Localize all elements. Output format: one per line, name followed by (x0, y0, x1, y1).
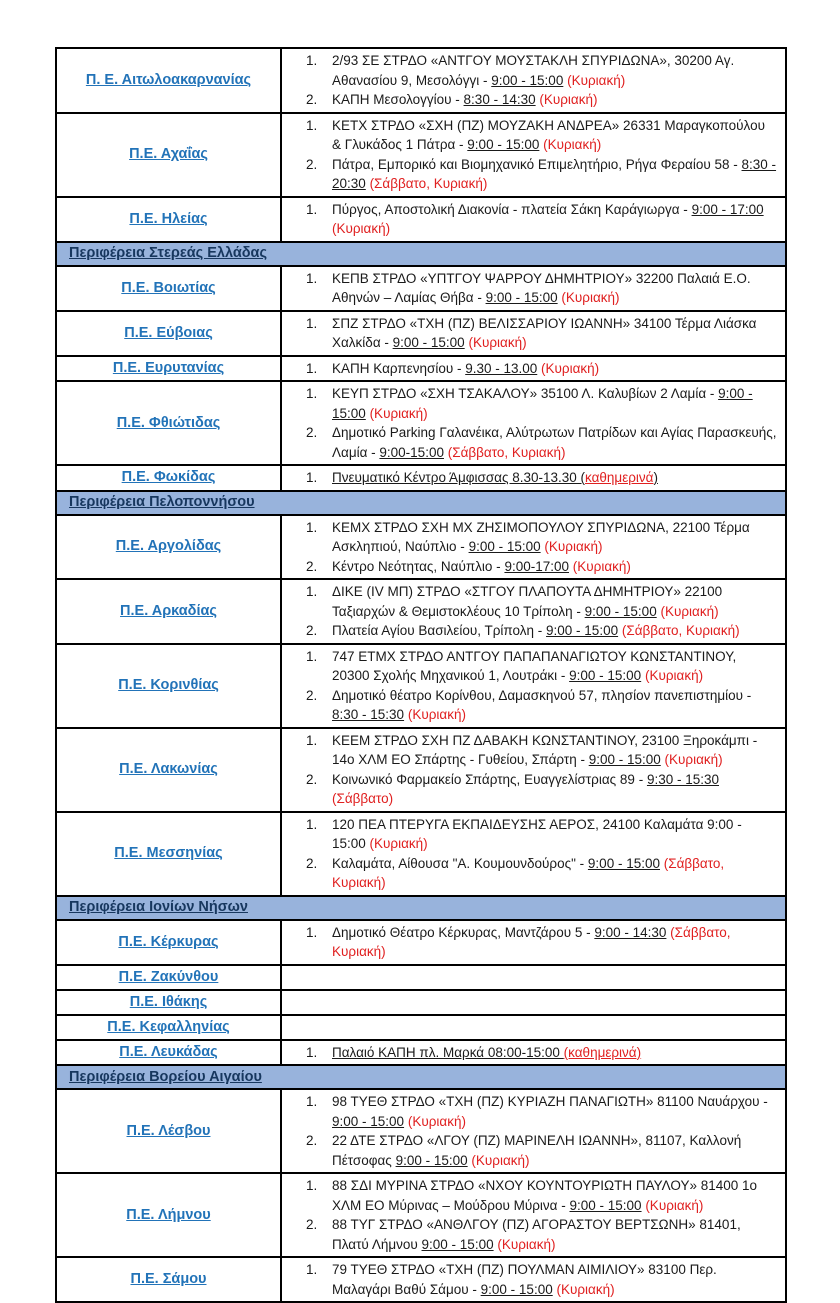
locations-cell (281, 1089, 786, 1173)
item-number: 1. (306, 1094, 318, 1109)
region-unit-cell (56, 812, 281, 896)
region-unit-cell (56, 990, 281, 1015)
table-row (56, 113, 786, 197)
table-row (56, 266, 786, 311)
region-unit-cell (56, 465, 281, 491)
table-row (56, 920, 786, 965)
region-unit-link[interactable]: Π.Ε. Αχαΐας (129, 146, 208, 162)
region-unit-link[interactable]: Π.Ε. Φθιώτιδας (116, 414, 221, 431)
region-unit-link[interactable]: Π.Ε. Κεφαλληνίας (107, 1018, 230, 1035)
table-row (56, 48, 786, 113)
section-row (56, 242, 786, 266)
table-row (56, 197, 786, 242)
locations-cell (281, 920, 786, 965)
list-item (286, 518, 777, 557)
locations-cell (281, 965, 786, 990)
region-unit-cell (56, 1257, 281, 1302)
list-item (286, 621, 777, 641)
region-unit-link[interactable]: Π.Ε. Αργολίδας (115, 538, 222, 555)
item-number: 2. (306, 771, 318, 787)
region-unit-link[interactable]: Π.Ε. Σάμου (130, 1271, 207, 1287)
list-item (286, 647, 777, 686)
item-text: Κέντρο Νεότητας, Ναύπλιο - 9:00-17:00 (Κυριακή) (332, 558, 631, 574)
list-item (286, 155, 777, 194)
region-unit-cell (56, 579, 281, 644)
region-unit-link[interactable]: Π.Ε. Ευρυτανίας (112, 359, 225, 376)
region-unit-cell (56, 644, 281, 728)
locations-cell (281, 644, 786, 728)
list-item (286, 1131, 777, 1170)
item-number: 2. (306, 687, 318, 703)
region-unit-link[interactable]: Π.Ε. Λευκάδας (119, 1043, 218, 1060)
table-row (56, 990, 786, 1015)
locations-cell (281, 1173, 786, 1257)
item-text: ΚΕΤΧ ΣΤΡΔΟ «ΣΧΗ (ΠΖ) ΜΟΥΖΑΚΗ ΑΝΔΡΕΑ» 26331 Μαραγκοπούλου & Γλυκάδος 1 Πάτρα - 9:00 - 15:00 (Κυριακή) (332, 117, 765, 152)
region-unit-cell (56, 1089, 281, 1173)
item-number: 1. (306, 1262, 318, 1277)
item-text: ΣΠΖ ΣΤΡΔΟ «ΤΧΗ (ΠΖ) ΒΕΛΙΣΣΑΡΙΟΥ ΙΩΑΝΝΗ» 34100 Τέρμα Λιάσκα Χαλκίδα - 9:00 - 15:00 (Κυριακή) (332, 315, 757, 350)
item-number: 1. (306, 1178, 318, 1193)
locations-cell (281, 990, 786, 1015)
item-text: 88 ΣΔΙ ΜΥΡΙΝΑ ΣΤΡΔΟ «ΝΧΟΥ ΚΟΥΝΤΟΥΡΙΩΤΗ ΠΑΥΛΟΥ» 81400 1ο ΧΛΜ ΕΟ Μύρινας – Μούδρου Μύρινα - 9:00 - 15:00 (Κυριακή) (332, 1178, 758, 1213)
item-text: 98 ΤΥΕΘ ΣΤΡΔΟ «ΤΧΗ (ΠΖ) ΚΥΡΙΑΖΗ ΠΑΝΑΓΙΩΤΗ» 81100 Ναυάρχου - 9:00 - 15:00 (Κυριακή) (332, 1094, 768, 1129)
item-number: 2. (306, 623, 318, 638)
region-unit-link[interactable]: Π.Ε. Κορινθίας (118, 677, 219, 693)
item-text: Πύργος, Αποστολική Διακονία - πλατεία Σάκη Καράγιωργα - 9:00 - 17:00 (Κυριακή) (332, 201, 764, 236)
item-text: Δημοτικό Θέατρο Κέρκυρας, Μαντζάρου 5 - 9:00 - 14:30 (Σάββατο, Κυριακή) (332, 924, 731, 959)
item-text: ΚΕΠΒ ΣΤΡΔΟ «ΥΠΤΓΟΥ ΨΑΡΡΟΥ ΔΗΜΗΤΡΙΟΥ» 32200 Παλαιά Ε.Ο. Αθηνών – Λαμίας Θήβα - 9:00 - 15:00 (Κυριακή) (332, 270, 751, 305)
list-item (286, 557, 777, 577)
table-row (56, 579, 786, 644)
table-row (56, 1015, 786, 1040)
table-row (56, 465, 786, 491)
region-unit-cell (56, 1173, 281, 1257)
schedule-table (55, 47, 787, 1303)
item-text: 79 ΤΥΕΘ ΣΤΡΔΟ «ΤΧΗ (ΠΖ) ΠΟΥΛΜΑΝ ΑΙΜΙΛΙΟΥ» 83100 Περ. Μαλαγάρι Βαθύ Σάμου - 9:00 - 15:00 (Κυριακή) (332, 1262, 717, 1297)
list-item (286, 384, 777, 423)
table-row (56, 356, 786, 382)
list-item (286, 314, 777, 353)
item-number: 1. (306, 924, 318, 940)
table-row (56, 965, 786, 990)
region-unit-link[interactable]: Π.Ε. Φωκίδας (121, 469, 216, 486)
item-text: ΚΕΜΧ ΣΤΡΔΟ ΣΧΗ ΜΧ ΖΗΣΙΜΟΠΟΥΛΟΥ ΣΠΥΡΙΔΩΝΑ, 22100 Τέρμα Ασκληπιού, Ναύπλιο - 9:00 - 15:00 (Κυριακή) (332, 519, 750, 554)
list-item (286, 731, 777, 770)
item-number: 1. (306, 117, 318, 133)
region-unit-cell (56, 311, 281, 356)
item-number: 1. (306, 470, 318, 485)
item-text: Πάτρα, Εμπορικό και Βιομηχανικό Επιμελητήριο, Ρήγα Φεραίου 58 - 8:30 - 20:30 (Σάββατο, Κυριακή) (332, 156, 777, 191)
region-unit-cell (56, 1015, 281, 1040)
list-item (286, 923, 777, 962)
region-unit-link[interactable]: Π.Ε. Αρκαδίας (120, 602, 217, 619)
region-unit-link[interactable]: Π.Ε. Ιθάκης (129, 993, 208, 1010)
region-unit-link[interactable]: Π.Ε. Μεσσηνίας (114, 845, 223, 861)
region-unit-cell (56, 266, 281, 311)
region-unit-cell (56, 515, 281, 580)
list-item (286, 423, 777, 462)
region-unit-cell (56, 48, 281, 113)
list-item (286, 1260, 777, 1299)
locations-cell (281, 311, 786, 356)
region-unit-cell (56, 381, 281, 465)
region-unit-link[interactable]: Π.Ε. Βοιωτίας (121, 279, 216, 296)
schedule-table-body (56, 48, 786, 1302)
item-number: 2. (306, 855, 318, 871)
section-label: Περιφέρεια Ιονίων Νήσων (69, 899, 248, 915)
section-row (56, 491, 786, 515)
region-unit-link[interactable]: Π.Ε. Λήμνου (126, 1206, 211, 1223)
region-unit-cell (56, 920, 281, 965)
region-unit-link[interactable]: Π.Ε. Λακωνίας (119, 761, 218, 777)
list-item (286, 1215, 777, 1254)
list-item (286, 1176, 777, 1215)
locations-cell (281, 356, 786, 382)
region-unit-cell (56, 356, 281, 382)
region-unit-cell (56, 113, 281, 197)
item-text: ΚΕΥΠ ΣΤΡΔΟ «ΣΧΗ ΤΣΑΚΑΛΟΥ» 35100 Λ. Καλυβίων 2 Λαμία - 9:00 - 15:00 (Κυριακή) (332, 386, 753, 421)
item-number: 2. (306, 156, 318, 172)
item-number: 1. (306, 584, 318, 599)
section-label: Περιφέρεια Βορείου Αιγαίου (69, 1068, 262, 1085)
list-item (286, 770, 777, 809)
table-row (56, 1173, 786, 1257)
region-unit-cell (56, 1040, 281, 1066)
item-number: 1. (306, 53, 318, 68)
item-number: 1. (306, 270, 318, 286)
region-unit-link[interactable]: Π. Ε. Αιτωλοακαρνανίας (85, 71, 252, 88)
list-item (286, 815, 777, 854)
locations-cell (281, 579, 786, 644)
region-unit-cell (56, 728, 281, 812)
item-number: 1. (306, 201, 318, 217)
table-row (56, 311, 786, 356)
list-item (286, 51, 777, 90)
region-unit-cell (56, 197, 281, 242)
item-number: 2. (306, 558, 318, 574)
table-row (56, 1257, 786, 1302)
item-number: 2. (306, 1217, 318, 1232)
list-item (286, 582, 777, 621)
locations-cell (281, 1257, 786, 1302)
item-number: 1. (306, 816, 318, 832)
locations-cell (281, 812, 786, 896)
item-text: 747 ΕΤΜΧ ΣΤΡΔΟ ΑΝΤΓΟΥ ΠΑΠΑΠΑΝΑΓΙΩΤΟΥ ΚΩΝΣΤΑΝΤΙΝΟΥ, 20300 Σχολής Μηχανικού 1, Λουτράκι - 9:00 - 15:00 (Κυριακή) (332, 648, 737, 683)
list-item (286, 269, 777, 308)
item-text: 120 ΠΕΑ ΠΤΕΡΥΓΑ ΕΚΠΑΙΔΕΥΣΗΣ ΑΕΡΟΣ, 24100 Καλαμάτα 9:00 - 15:00 (Κυριακή) (332, 816, 742, 851)
list-item (286, 468, 777, 488)
item-number: 1. (306, 386, 318, 401)
item-text: ΚΕΕΜ ΣΤΡΔΟ ΣΧΗ ΠΖ ΔΑΒΑΚΗ ΚΩΝΣΤΑΝΤΙΝΟΥ, 23100 Ξηροκάμπι - 14ο ΧΛΜ ΕΟ Σπάρτης - Γυθείου, Σπάρτη - 9:00 - 15:00 (Κυριακή) (332, 732, 758, 767)
item-number: 1. (306, 1044, 318, 1060)
region-unit-link[interactable]: Π.Ε. Κέρκυρας (118, 933, 219, 950)
locations-cell (281, 515, 786, 580)
item-text: Πλατεία Αγίου Βασιλείου, Τρίπολη - 9:00 - 15:00 (Σάββατο, Κυριακή) (332, 623, 740, 638)
list-item (286, 359, 777, 379)
item-text: Κοινωνικό Φαρμακείο Σπάρτης, Ευαγγελίστριας 89 - 9:30 - 15:30 (Σάββατο) (332, 771, 719, 806)
region-unit-cell (56, 965, 281, 990)
locations-cell (281, 728, 786, 812)
item-number: 1. (306, 519, 318, 535)
item-text: Δημοτικό Parking Γαλανέικα, Αλύτρωτων Πατρίδων και Αγίας Παρασκευής, Λαμία - 9:00-15:00 (Σάββατο, Κυριακή) (332, 425, 777, 460)
item-number: 1. (306, 648, 318, 664)
item-text: Δημοτικό θέατρο Κορίνθου, Δαμασκηνού 57, πλησίον πανεπιστημίου - 8:30 - 15:30 (Κυριακή) (332, 687, 752, 722)
locations-cell (281, 266, 786, 311)
region-unit-link[interactable]: Π.Ε. Ζακύνθου (118, 968, 219, 985)
locations-cell (281, 465, 786, 491)
region-unit-link[interactable]: Π.Ε. Λέσβου (126, 1122, 211, 1139)
item-text: ΔΙΚΕ (IV ΜΠ) ΣΤΡΔΟ «ΣΤΓΟΥ ΠΛΑΠΟΥΤΑ ΔΗΜΗΤΡΙΟΥ» 22100 Ταξιαρχών & Θεμιστοκλέους 10 Τρίπολη - 9:00 - 15:00 (Κυριακή) (332, 584, 723, 619)
list-item (286, 1043, 777, 1063)
region-unit-link[interactable]: Π.Ε. Εύβοιας (124, 324, 213, 341)
item-text: Πνευματικό Κέντρο Άμφισσας 8.30-13.30 (καθημερινά) (332, 470, 658, 485)
list-item (286, 686, 777, 725)
table-row (56, 644, 786, 728)
item-number: 2. (306, 425, 318, 440)
table-row (56, 812, 786, 896)
list-item (286, 116, 777, 155)
locations-cell (281, 197, 786, 242)
item-number: 1. (306, 732, 318, 748)
item-text: 88 ΤΥΓ ΣΤΡΔΟ «ΑΝΘΛΓΟΥ (ΠΖ) ΑΓΟΡΑΣΤΟΥ ΒΕΡΤΣΩΝΗ» 81401, Πλατύ Λήμνου 9:00 - 15:00 (Κυριακή) (332, 1217, 741, 1252)
item-text: Καλαμάτα, Αίθουσα "Α. Κουμουνδούρος" - 9:00 - 15:00 (Σάββατο, Κυριακή) (332, 855, 725, 890)
item-text: 2/93 ΣΕ ΣΤΡΔΟ «ΑΝΤΓΟΥ ΜΟΥΣΤΑΚΛΗ ΣΠΥΡΙΔΩΝΑ», 30200 Αγ. Αθανασίου 9, Μεσολόγγι - 9:00 - 15:00 (Κυριακή) (332, 53, 735, 88)
table-row (56, 728, 786, 812)
table-row (56, 1040, 786, 1066)
item-number: 2. (306, 1133, 318, 1148)
item-text: Παλαιό ΚΑΠΗ πλ. Μαρκά 08:00-15:00 (καθημερινά) (332, 1044, 642, 1060)
list-item (286, 200, 777, 239)
section-label: Περιφέρεια Στερεάς Ελλάδας (69, 245, 268, 261)
section-label: Περιφέρεια Πελοποννήσου (69, 494, 255, 510)
list-item (286, 854, 777, 893)
section-row (56, 1065, 786, 1089)
section-row (56, 896, 786, 920)
item-text: ΚΑΠΗ Μεσολογγίου - 8:30 - 14:30 (Κυριακή) (332, 92, 598, 107)
table-row (56, 515, 786, 580)
region-unit-link[interactable]: Π.Ε. Ηλείας (129, 210, 208, 227)
list-item (286, 90, 777, 110)
item-number: 1. (306, 360, 318, 376)
item-number: 1. (306, 315, 318, 331)
locations-cell (281, 381, 786, 465)
table-row (56, 1089, 786, 1173)
locations-cell (281, 113, 786, 197)
table-row (56, 381, 786, 465)
item-text: ΚΑΠΗ Καρπενησίου - 9.30 - 13.00 (Κυριακή) (332, 360, 600, 376)
locations-cell (281, 1015, 786, 1040)
list-item (286, 1092, 777, 1131)
locations-cell (281, 48, 786, 113)
locations-cell (281, 1040, 786, 1066)
item-text: 22 ΔΤΕ ΣΤΡΔΟ «ΛΓΟΥ (ΠΖ) ΜΑΡΙΝΕΛΗ ΙΩΑΝΝΗ», 81107, Καλλονή Πέτσοφας 9:00 - 15:00 (Κυριακή) (332, 1133, 742, 1168)
item-number: 2. (306, 92, 318, 107)
